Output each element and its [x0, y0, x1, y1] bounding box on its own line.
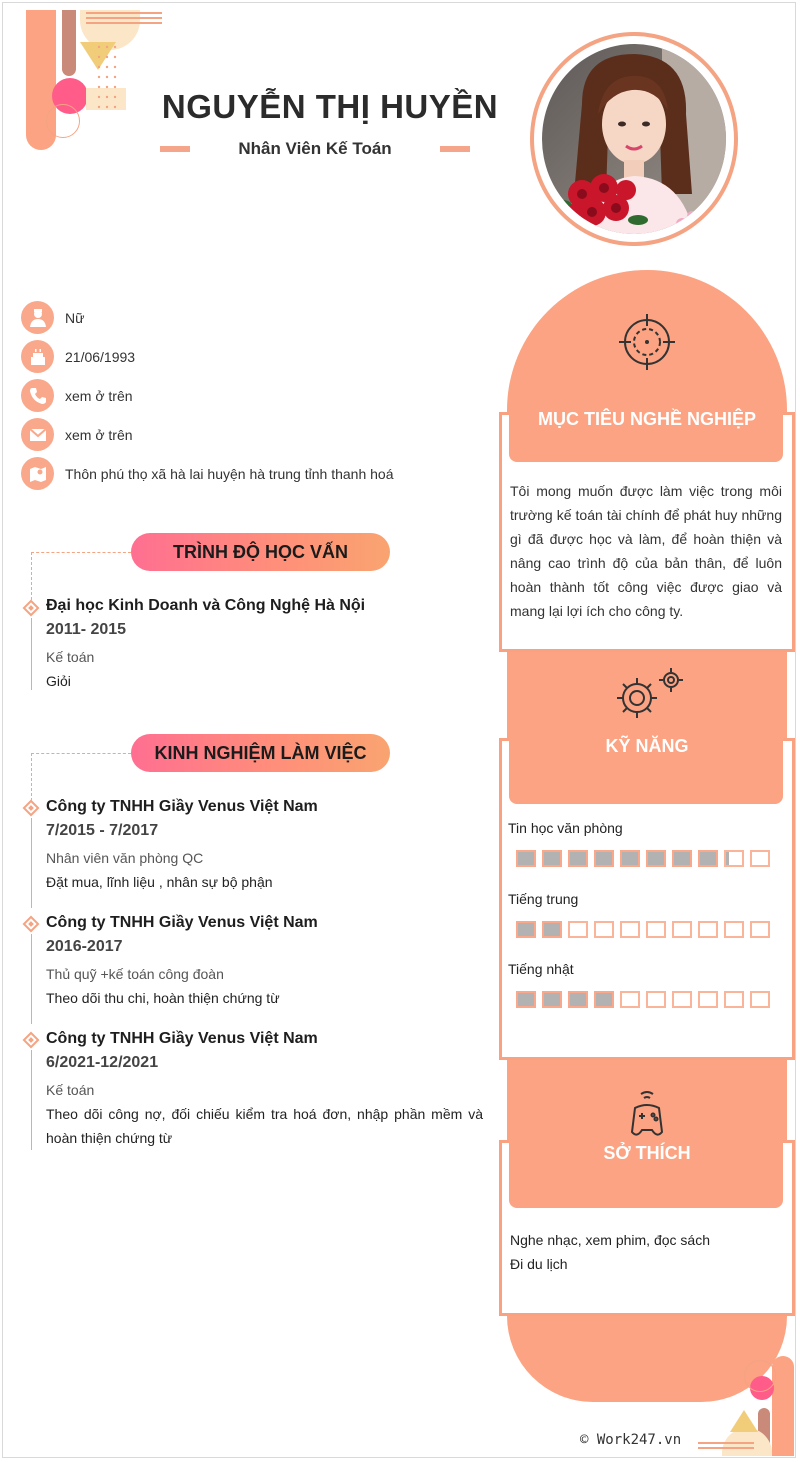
gender-value: Nữ — [65, 309, 85, 326]
job-title: Nhân Viên Kế Toán — [238, 139, 392, 158]
education-major: Kế toán — [46, 649, 95, 665]
experience-heading: KINH NGHIỆM LÀM VIỆC — [131, 734, 390, 772]
education-entry — [46, 597, 483, 693]
experience-desc: Theo dõi thu chi, hoàn thiện chứng từ — [46, 990, 280, 1006]
education-connector-v — [31, 552, 32, 600]
experience-role: Kế toán — [46, 1082, 95, 1098]
right-column — [499, 270, 795, 1410]
experience-entry-3 — [46, 1030, 483, 1150]
birthday-value: 21/06/1993 — [65, 348, 136, 365]
skill-level-square — [516, 850, 536, 867]
skill-level-square — [672, 921, 692, 938]
skill-level-square — [646, 991, 666, 1008]
address-value: Thôn phú thọ xã hà lai huyện hà trung tỉnh thanh hoá — [65, 465, 394, 482]
skill-level-square — [646, 850, 666, 867]
experience-period: 6/2021-12/2021 — [46, 1054, 159, 1071]
experience-company: Công ty TNHH Giầy Venus Việt Nam — [46, 1030, 318, 1047]
skill-name: Tin học văn phòng — [508, 820, 623, 836]
skill-level-square — [594, 921, 614, 938]
education-heading: TRÌNH ĐỘ HỌC VẤN — [131, 533, 390, 571]
candidate-name: NGUYỄN THỊ HUYỀN — [161, 88, 499, 125]
education-connector — [31, 552, 131, 553]
info-birthday — [21, 337, 481, 376]
dots-pattern — [96, 44, 122, 116]
personal-info — [21, 298, 481, 493]
skill-level-square — [594, 850, 614, 867]
experience-role: Nhân viên văn phòng QC — [46, 850, 204, 866]
skill-level-square — [698, 991, 718, 1008]
avatar — [542, 44, 726, 234]
person-icon — [21, 301, 54, 334]
avatar-frame — [530, 32, 738, 246]
skill-rating-bar — [516, 921, 783, 938]
skill-name: Tiếng trung — [508, 891, 579, 907]
skill-level-square — [516, 921, 536, 938]
skill-rating-bar — [516, 991, 783, 1008]
info-email — [21, 415, 481, 454]
skill-name: Tiếng nhật — [508, 961, 574, 977]
experience-period: 7/2015 - 7/2017 — [46, 822, 159, 839]
experience-timeline-2 — [31, 934, 32, 1024]
skill-level-square — [594, 991, 614, 1008]
education-grade: Giỏi — [46, 673, 71, 689]
objective-heading: MỤC TIÊU NGHỀ NGHIỆP — [537, 409, 756, 429]
skill-level-square — [620, 921, 640, 938]
experience-period: 2016-2017 — [46, 938, 123, 955]
info-address — [21, 454, 481, 493]
skill-level-square — [724, 921, 744, 938]
map-icon — [21, 457, 54, 490]
hobby-item: Đi du lịch — [510, 1256, 568, 1272]
skill-level-square — [568, 921, 588, 938]
job-title-row — [160, 139, 470, 159]
skill-level-square — [542, 850, 562, 867]
phone-icon — [21, 379, 54, 412]
email-value: xem ở trên — [65, 426, 133, 443]
skill-chinese — [508, 891, 783, 938]
title-bar-right — [440, 146, 470, 152]
skill-level-square — [672, 991, 692, 1008]
experience-timeline-3 — [31, 1050, 32, 1150]
hobby-item: Nghe nhạc, xem phim, đọc sách — [510, 1232, 710, 1248]
skill-level-square — [568, 850, 588, 867]
title-bar-left — [160, 146, 190, 152]
experience-desc: Đặt mua, lĩnh liệu , nhân sự bộ phận — [46, 874, 273, 890]
experience-entry-1 — [46, 798, 483, 894]
experience-connector — [31, 753, 131, 754]
skills-heading: KỸ NĂNG — [605, 736, 689, 756]
experience-desc: Theo dõi công nợ, đối chiếu kiểm tra hoá đơn, nhập phần mềm và hoàn thiện chứng từ — [46, 1106, 483, 1146]
skill-level-square — [724, 850, 744, 867]
skill-level-square — [542, 921, 562, 938]
objective-text: Tôi mong muốn được làm việc trong môi trường kế toán tài chính để phát huy những gì đã được học và làm, để hoàn thiện và nâng cao trình độ của bản thân, để luôn hoàn thành tốt công việc được giao và mang lại lợi ích cho công ty. — [510, 483, 782, 619]
info-phone — [21, 376, 481, 415]
footer-credit: © Work247.vn — [580, 1432, 682, 1448]
experience-connector-v — [31, 753, 32, 801]
skill-level-square — [672, 850, 692, 867]
hobbies-list — [510, 1228, 782, 1276]
skill-level-square — [646, 921, 666, 938]
skill-level-square — [568, 991, 588, 1008]
skill-level-square — [698, 850, 718, 867]
skill-level-square — [516, 991, 536, 1008]
education-period: 2011- 2015 — [46, 621, 127, 638]
skill-level-square — [750, 991, 770, 1008]
experience-company: Công ty TNHH Giầy Venus Việt Nam — [46, 914, 318, 931]
mail-icon — [21, 418, 54, 451]
education-school: Đại học Kinh Doanh và Công Nghệ Hà Nội — [46, 597, 366, 614]
skill-level-square — [620, 991, 640, 1008]
skill-level-square — [620, 850, 640, 867]
target-icon — [615, 310, 679, 374]
skill-japanese — [508, 961, 783, 1008]
skill-level-square — [698, 921, 718, 938]
skill-level-square — [724, 991, 744, 1008]
skill-level-square — [542, 991, 562, 1008]
skill-level-square — [750, 850, 770, 867]
info-gender — [21, 298, 481, 337]
skill-rating-bar — [516, 850, 783, 867]
phone-value: xem ở trên — [65, 387, 133, 404]
birthday-cake-icon — [21, 340, 54, 373]
arch-bottom-decoration — [507, 1316, 787, 1402]
experience-company: Công ty TNHH Giầy Venus Việt Nam — [46, 798, 318, 815]
gears-icon — [609, 664, 685, 726]
experience-role: Thủ quỹ +kế toán công đoàn — [46, 966, 224, 982]
gamepad-icon — [629, 1088, 665, 1140]
skill-office — [508, 820, 783, 867]
experience-entry-2 — [46, 914, 483, 1010]
skill-level-square — [750, 921, 770, 938]
hobbies-heading: SỞ THÍCH — [603, 1143, 691, 1163]
education-timeline — [31, 618, 32, 690]
experience-timeline-1 — [31, 818, 32, 908]
